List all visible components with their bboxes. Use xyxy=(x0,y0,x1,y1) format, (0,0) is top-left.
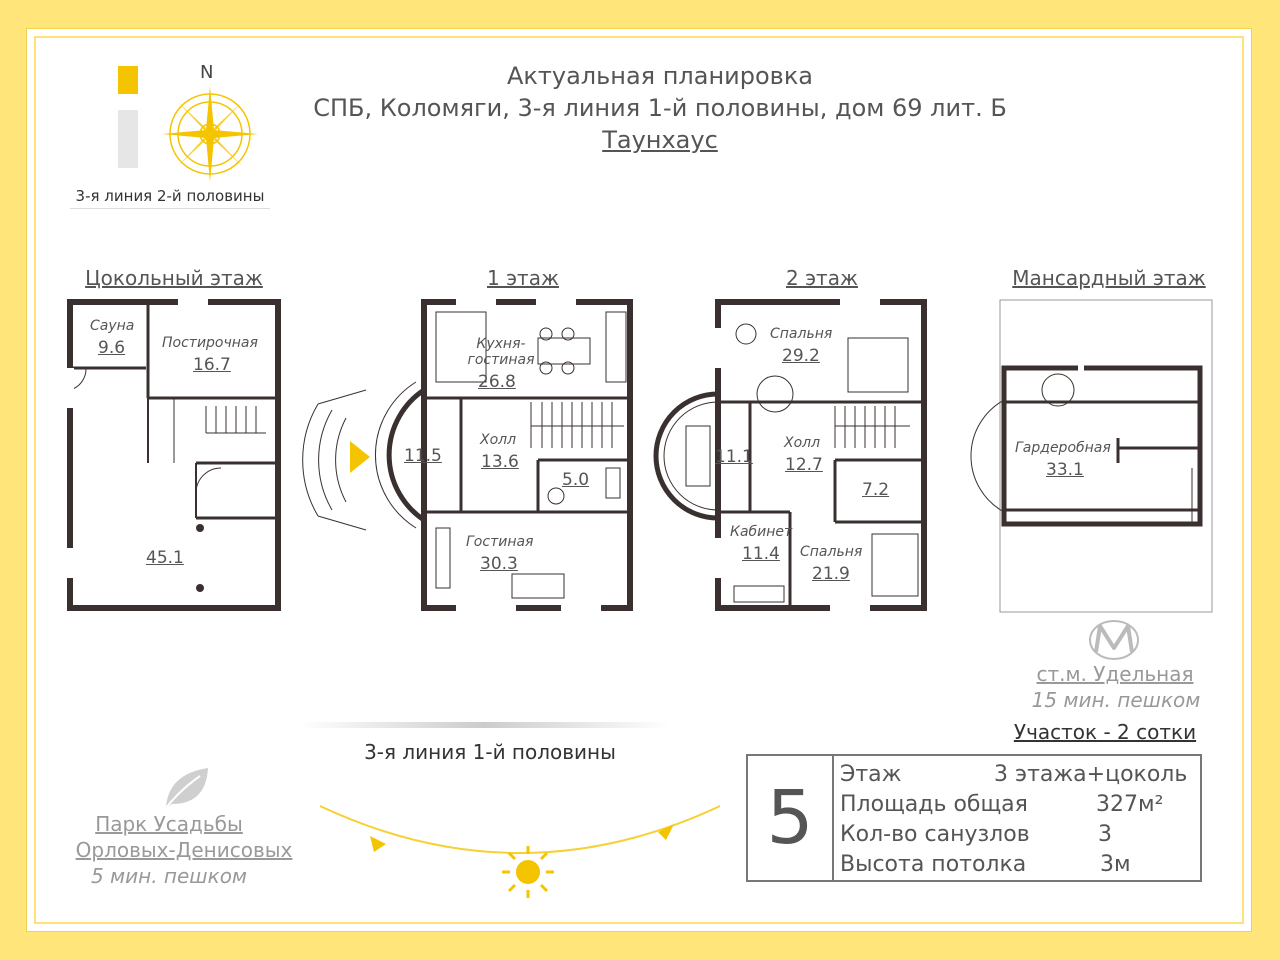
room-area-laundry: 16.7 xyxy=(193,355,231,375)
room-area-bay: 11.1 xyxy=(715,447,753,467)
room-name-bedroom-1: Спальня xyxy=(770,326,833,342)
compass-north-label: N xyxy=(200,62,214,83)
floor-title-first: 1 этаж xyxy=(487,266,559,290)
park-name-line2: Орловых-Денисовых xyxy=(75,838,293,862)
room-area-bath-2: 7.2 xyxy=(862,480,890,500)
street-bottom-label: 3-я линия 1-й половины xyxy=(364,740,616,764)
attic-plan xyxy=(938,298,1218,614)
leaf-icon xyxy=(160,764,212,812)
room-area-hall-1: 13.6 xyxy=(481,452,519,472)
metro-station: ст.м. Удельная xyxy=(1036,662,1194,686)
room-area-living: 30.3 xyxy=(480,554,518,574)
room-name-office: Кабинет xyxy=(730,524,793,540)
info-box xyxy=(746,754,1202,882)
info-label-floors: Этаж xyxy=(840,762,902,787)
room-area-bedroom-1: 29.2 xyxy=(782,346,820,366)
header-title: Актуальная планировка xyxy=(506,62,814,90)
room-area-basement-hall: 45.1 xyxy=(146,548,184,568)
info-value-bathrooms: 3 xyxy=(1098,822,1112,847)
info-number: 5 xyxy=(748,756,834,880)
metro-walk: 15 мин. пешком xyxy=(1031,688,1201,712)
info-label-area: Площадь общая xyxy=(840,792,1028,817)
info-label-ceiling: Высота потолка xyxy=(840,852,1027,877)
street-bottom-line xyxy=(300,722,670,728)
room-name-wardrobe: Гардеробная xyxy=(1015,440,1111,456)
info-label-bathrooms: Кол-во санузлов xyxy=(840,822,1030,847)
park-walk: 5 мин. пешком xyxy=(90,864,248,888)
room-area-kitchen: 26.8 xyxy=(478,372,516,392)
info-value-ceiling: 3м xyxy=(1100,852,1131,877)
room-name-sauna: Сауна xyxy=(90,318,135,334)
sun-icon xyxy=(500,844,556,900)
room-name-kitchen: Кухня- гостиная xyxy=(467,336,535,368)
orientation-marker-yellow xyxy=(118,66,138,94)
compass-rose-icon xyxy=(160,84,270,194)
room-name-laundry: Постирочная xyxy=(162,335,258,351)
park-name-line1: Парк Усадьбы xyxy=(95,812,243,836)
room-area-hall-2: 12.7 xyxy=(785,455,823,475)
room-name-bedroom-2: Спальня xyxy=(800,544,863,560)
room-area-wardrobe: 33.1 xyxy=(1046,460,1084,480)
room-name-hall-1: Холл xyxy=(480,432,517,448)
floor-title-second: 2 этаж xyxy=(786,266,858,290)
room-area-vestibule: 11.5 xyxy=(404,446,442,466)
room-area-bath-1: 5.0 xyxy=(562,470,590,490)
info-value-area: 327м² xyxy=(1096,792,1164,817)
metro-icon xyxy=(1086,618,1142,662)
header-address: СПБ, Коломяги, 3-я линия 1-й половины, дом 69 лит. Б xyxy=(313,94,1007,122)
header-type: Таунхаус xyxy=(602,126,718,154)
street-top-label: 3-я линия 2-й половины xyxy=(75,187,265,205)
room-area-sauna: 9.6 xyxy=(98,338,126,358)
info-value-floors: 3 этажа+цоколь xyxy=(994,762,1188,787)
room-name-hall-2: Холл xyxy=(784,435,821,451)
floor-title-attic: Мансардный этаж xyxy=(1012,266,1206,290)
room-area-bedroom-2: 21.9 xyxy=(812,564,850,584)
orientation-marker-grey xyxy=(118,110,138,168)
floor-title-basement: Цокольный этаж xyxy=(85,266,263,290)
street-top-line xyxy=(70,208,270,209)
room-name-living: Гостиная xyxy=(466,534,534,550)
plot-size: Участок - 2 сотки xyxy=(1013,720,1197,744)
room-area-office: 11.4 xyxy=(742,544,780,564)
